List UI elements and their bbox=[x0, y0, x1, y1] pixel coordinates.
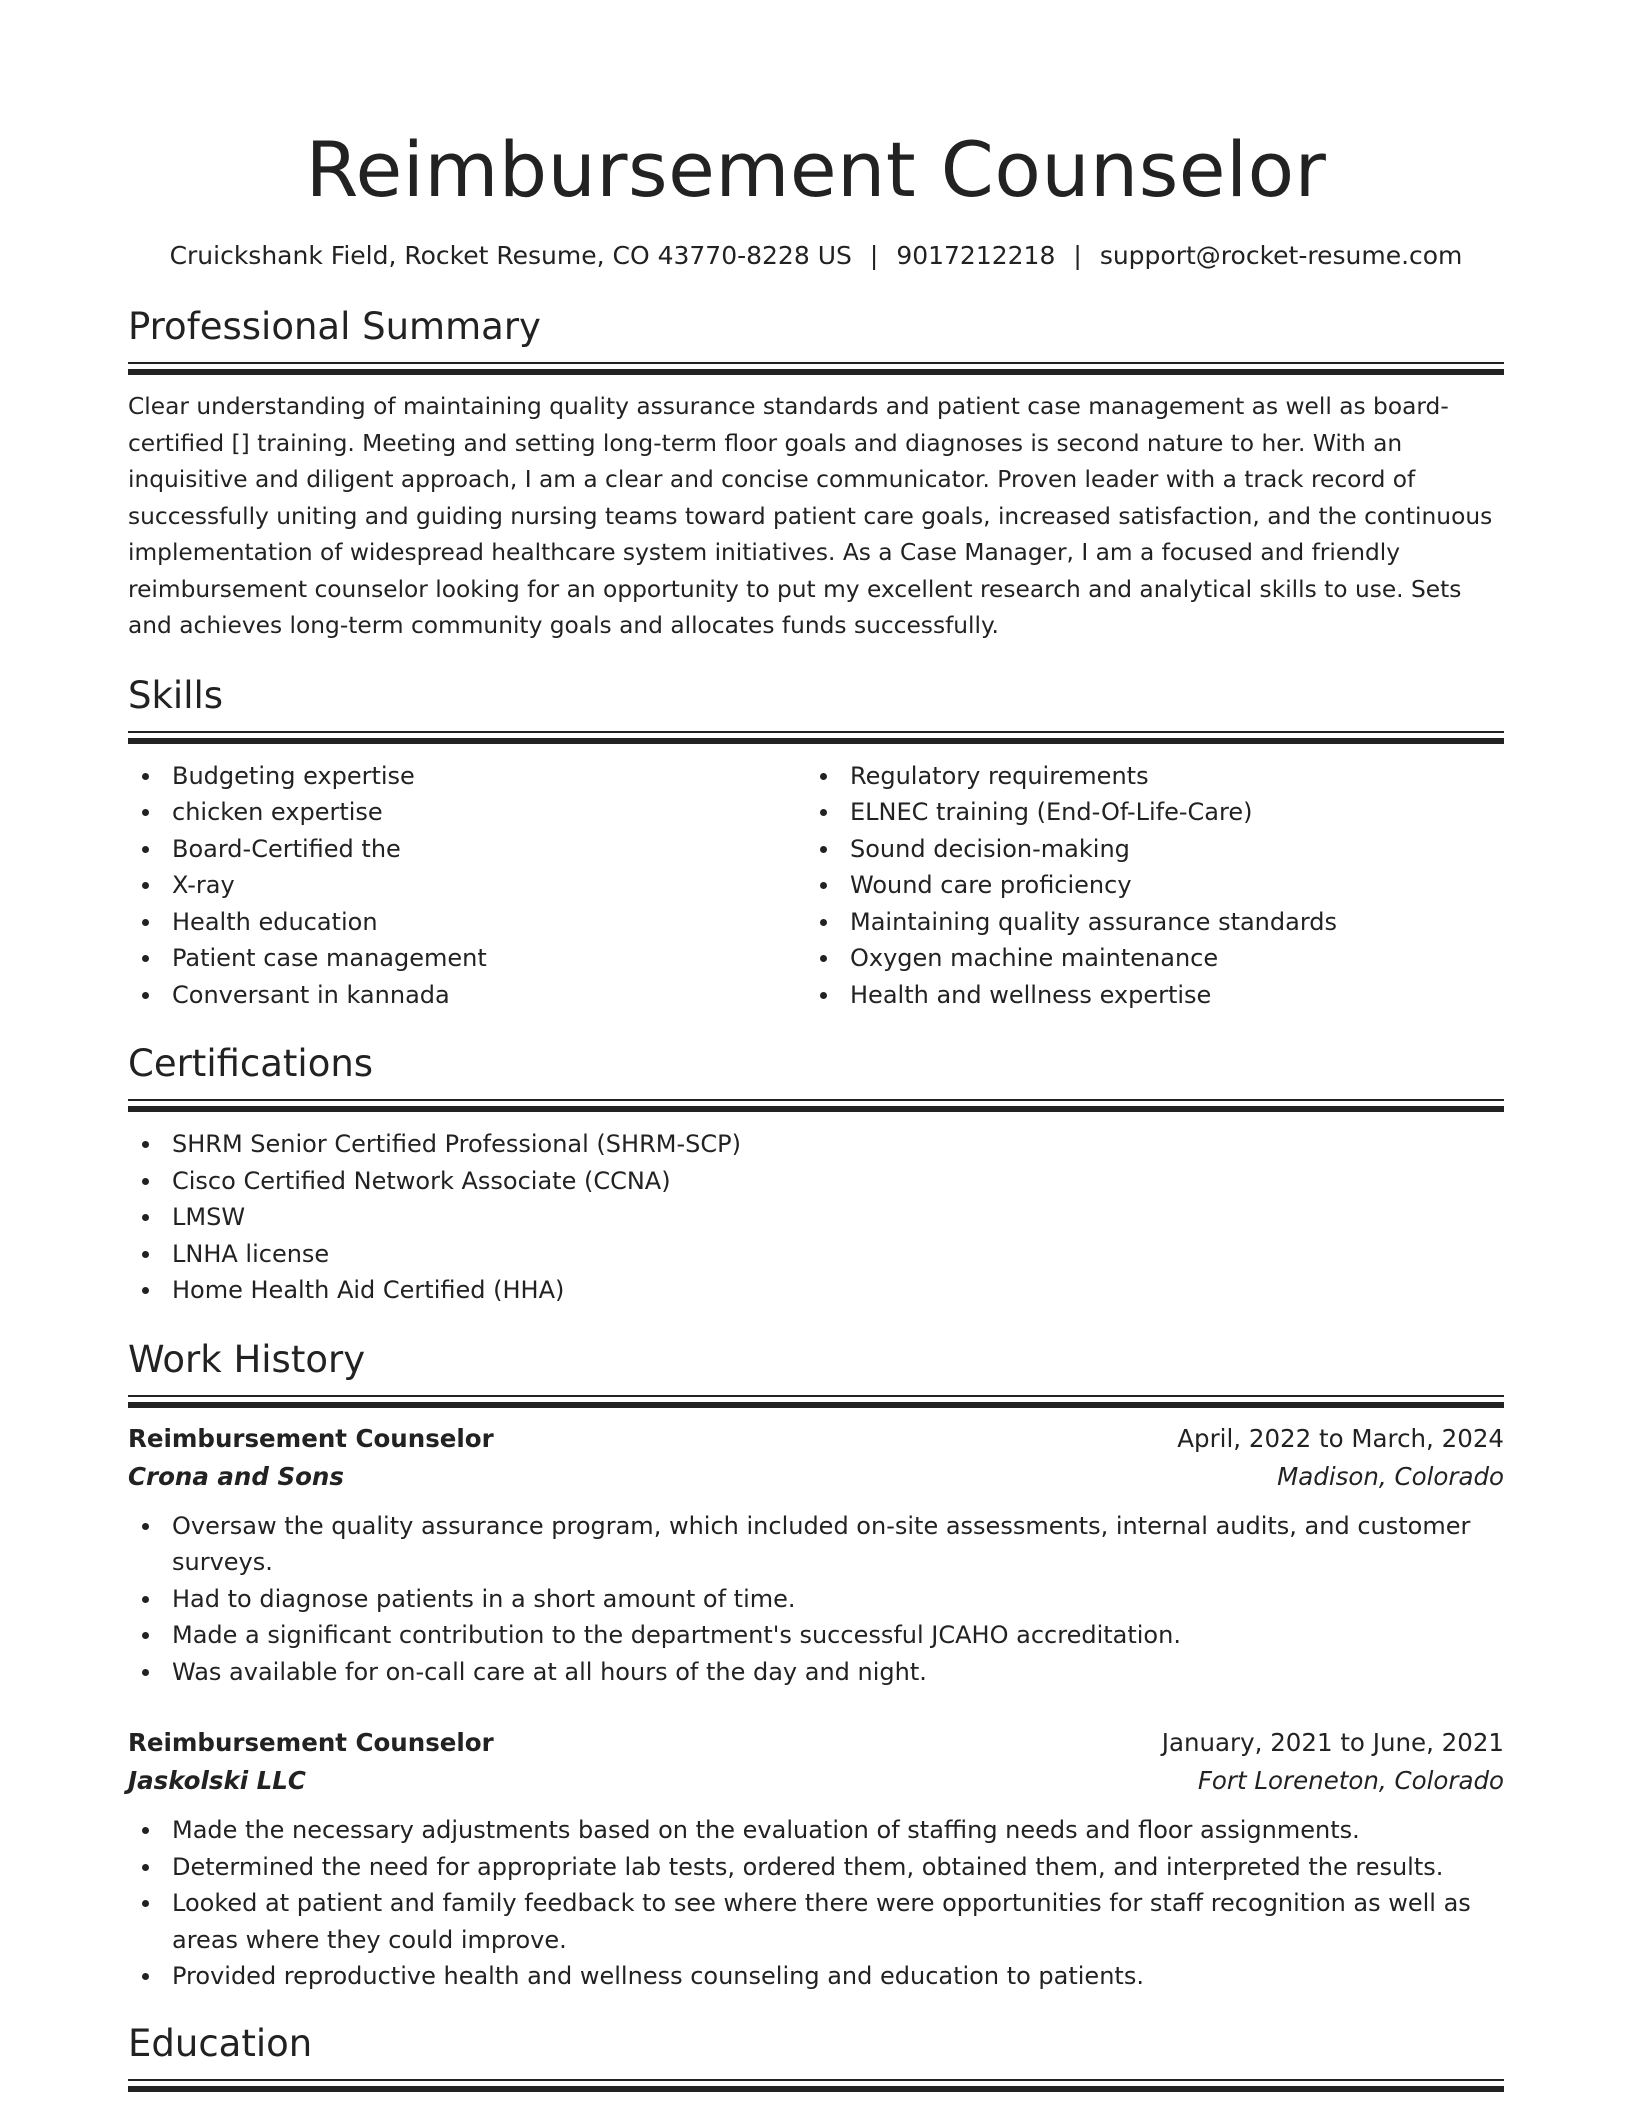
skill-item: Patient case management bbox=[128, 940, 806, 977]
skill-item: Regulatory requirements bbox=[806, 758, 1484, 795]
skill-item: chicken expertise bbox=[128, 794, 806, 831]
job-duty-item: Made a significant contribution to the department's successful JCAHO accreditation. bbox=[128, 1617, 1504, 1654]
education-heading: Education bbox=[128, 2021, 313, 2065]
contact-address: Cruickshank Field, Rocket Resume, CO 43770-8228 US bbox=[169, 241, 852, 270]
contact-phone: 9017212218 bbox=[896, 241, 1056, 270]
certification-item: SHRM Senior Certified Professional (SHRM-SCP) bbox=[128, 1126, 1504, 1163]
skill-item: Wound care proficiency bbox=[806, 867, 1484, 904]
job-duty-item: Looked at patient and family feedback to see where there were opportunities for staff recognition as well as areas where they could improve. bbox=[128, 1885, 1504, 1958]
resume-header bbox=[128, 0, 1504, 272]
job-title: Reimbursement Counselor bbox=[128, 1728, 494, 1757]
skill-item: Conversant in kannada bbox=[128, 977, 806, 1014]
job-duty-item: Oversaw the quality assurance program, which included on-site assessments, internal audits, and customer surveys. bbox=[128, 1508, 1504, 1581]
job-duty-item: Determined the need for appropriate lab tests, ordered them, obtained them, and interpreted the results. bbox=[128, 1849, 1504, 1886]
job-company: Crona and Sons bbox=[128, 1461, 344, 1491]
skill-item: Oxygen machine maintenance bbox=[806, 940, 1484, 977]
section-divider bbox=[128, 2079, 1504, 2092]
skills-columns bbox=[128, 758, 1504, 1014]
certifications-heading: Certifications bbox=[128, 1042, 374, 1085]
skill-item: ELNEC training (End-Of-Life-Care) bbox=[806, 794, 1484, 831]
candidate-name: Reimbursement Counselor bbox=[305, 125, 1327, 214]
job-location: Madison, Colorado bbox=[1277, 1461, 1504, 1491]
job-title-row bbox=[128, 1724, 1504, 1762]
job-location: Fort Loreneton, Colorado bbox=[1197, 1766, 1504, 1795]
job-duty-item: Was available for on-call care at all hours of the day and night. bbox=[128, 1654, 1504, 1691]
section-divider bbox=[128, 362, 1504, 375]
skill-item: Health and wellness expertise bbox=[806, 977, 1484, 1014]
certification-item: Cisco Certified Network Associate (CCNA) bbox=[128, 1163, 1504, 1200]
skill-item: X-ray bbox=[128, 867, 806, 904]
skill-item: Health education bbox=[128, 904, 806, 941]
job-duty-item: Made the necessary adjustments based on the evaluation of staffing needs and floor assignments. bbox=[128, 1812, 1504, 1849]
resume-page bbox=[128, 0, 1504, 2092]
contact-separator: | bbox=[1073, 241, 1082, 270]
work-history-section bbox=[128, 1337, 1504, 1995]
job-title: Reimbursement Counselor bbox=[128, 1423, 494, 1453]
job-duties-list bbox=[128, 1812, 1504, 1995]
work-history-heading: Work History bbox=[128, 1337, 366, 1381]
certifications-list bbox=[128, 1126, 1504, 1309]
certification-item: LNHA license bbox=[128, 1236, 1504, 1273]
job-duties-list bbox=[128, 1508, 1504, 1691]
certification-item: Home Health Aid Certified (HHA) bbox=[128, 1272, 1504, 1309]
job-duty-item: Had to diagnose patients in a short amount of time. bbox=[128, 1581, 1504, 1618]
skills-section bbox=[128, 673, 1504, 1014]
summary-section bbox=[128, 304, 1504, 645]
job-entry bbox=[128, 1724, 1504, 1995]
skill-item: Budgeting expertise bbox=[128, 758, 806, 795]
skill-item: Maintaining quality assurance standards bbox=[806, 904, 1484, 941]
certification-item: LMSW bbox=[128, 1199, 1504, 1236]
summary-heading: Professional Summary bbox=[128, 305, 541, 348]
skill-item: Sound decision-making bbox=[806, 831, 1484, 868]
section-divider bbox=[128, 1395, 1504, 1408]
job-company-row bbox=[128, 1458, 1504, 1496]
certifications-section bbox=[128, 1041, 1504, 1309]
job-dates: April, 2022 to March, 2024 bbox=[1177, 1423, 1504, 1453]
section-divider bbox=[128, 731, 1504, 744]
education-section bbox=[128, 2021, 1504, 2092]
job-dates: January, 2021 to June, 2021 bbox=[1161, 1728, 1504, 1757]
contact-email: support@rocket-resume.com bbox=[1099, 241, 1463, 270]
job-company: Jaskolski LLC bbox=[128, 1766, 306, 1795]
skills-list-right bbox=[806, 758, 1484, 1014]
job-company-row bbox=[128, 1762, 1504, 1800]
job-title-row bbox=[128, 1420, 1504, 1458]
skills-list-left bbox=[128, 758, 806, 1014]
skills-heading: Skills bbox=[128, 673, 224, 717]
job-entry bbox=[128, 1420, 1504, 1691]
section-divider bbox=[128, 1099, 1504, 1112]
job-duty-item: Provided reproductive health and wellness counseling and education to patients. bbox=[128, 1958, 1504, 1995]
skill-item: Board-Certified the bbox=[128, 831, 806, 868]
summary-text: Clear understanding of maintaining quality assurance standards and patient case management as well as board-certified [] training. Meeting and setting long-term floor goals and diagnoses is second nature to her. With an inquisitive and diligent approach, I am a clear and concise communicator. Proven leader with a track record of successfully uniting and guiding nursing teams toward patient care goals, increased satisfaction, and the continuous implementation of widespread healthcare system initiatives. As a Case Manager, I am a focused and friendly reimbursement counselor looking for an opportunity to put my excellent research and analytical skills to use. Sets and achieves long-term community goals and allocates funds successfully. bbox=[128, 393, 1493, 639]
contact-separator: | bbox=[869, 241, 879, 270]
contact-line bbox=[128, 240, 1504, 272]
